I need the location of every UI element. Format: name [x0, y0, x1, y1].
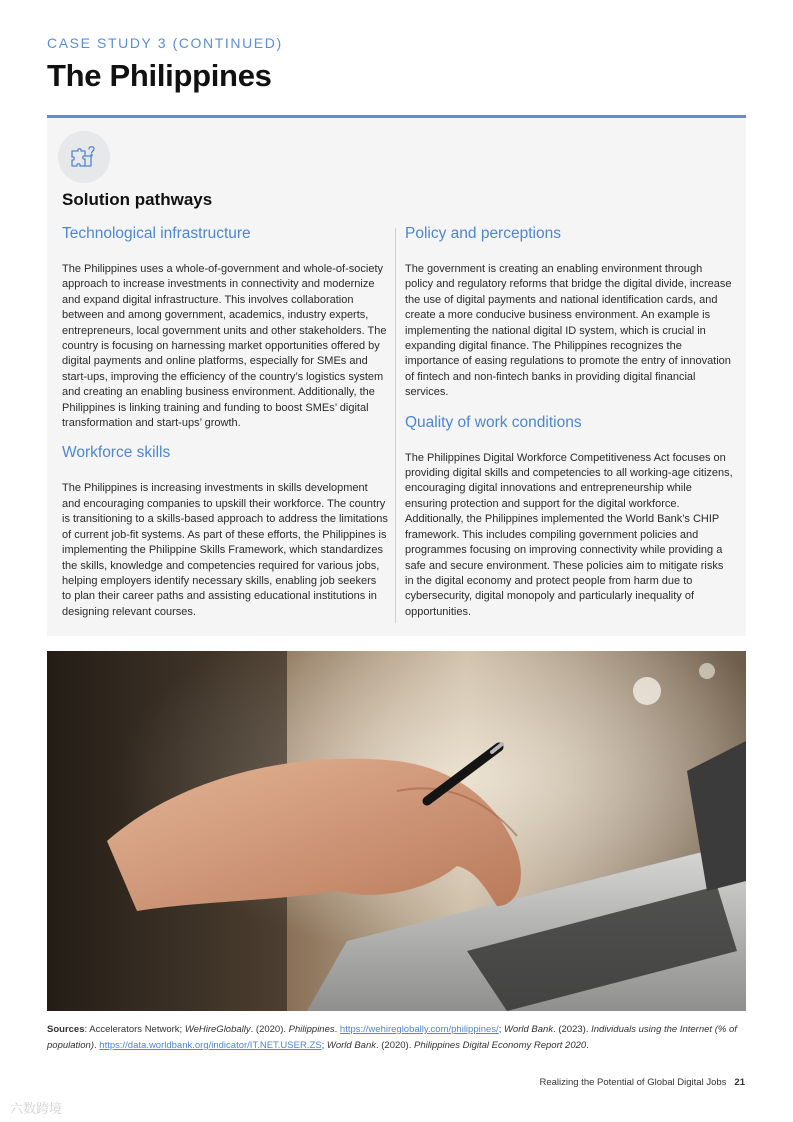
left-column	[62, 222, 388, 630]
solution-panel	[47, 115, 746, 636]
technological-infrastructure-text: The Philippines uses a whole-of-government and whole-of-society approach to increase investments in connectivity and modernize and expand digital infrastructure. This involves collaboration between and among government, academics, industry experts, entrepreneurs, local government units and other stakeholders. The country is focusing on harnessing market opportunities offered by digital payments and online platforms, especially for SMEs and start-ups, improving the efficiency of the country’s logistics system and creating an enabling business environment. Additionally, the Philippines is linking training and funding to boost SMEs’ digital transformation and start-ups’ growth.	[62, 263, 387, 430]
sources-text: World Bank	[503, 1024, 554, 1035]
sources-text: .	[334, 1024, 340, 1035]
sources-text: World Bank	[326, 1040, 376, 1051]
sources-text: ;	[321, 1040, 327, 1051]
workforce-skills-heading: Workforce skills	[62, 444, 171, 462]
puzzle-question-icon	[58, 131, 110, 183]
wehireglobally-link[interactable]: https://wehireglobally.com/philippines/	[339, 1024, 499, 1035]
sources-text: . (2020).	[250, 1024, 289, 1035]
worldbank-link[interactable]: https://data.worldbank.org/indicator/IT.NET.USER.ZS	[99, 1040, 322, 1051]
right-column	[405, 222, 733, 630]
sources-text: Philippines Digital Economy Report 2020	[414, 1040, 587, 1051]
sources-text: WeHireGlobally	[184, 1024, 251, 1035]
sources-text: .	[586, 1040, 589, 1051]
sources-label: Sources	[47, 1024, 85, 1035]
quality-work-heading: Quality of work conditions	[405, 413, 582, 431]
policy-perceptions-heading: Policy and perceptions	[405, 225, 561, 242]
laptop-hand-photo	[47, 651, 746, 1011]
sources-text: : Accelerators Network;	[84, 1024, 185, 1035]
page-footer	[539, 1077, 745, 1088]
sources-note	[47, 1022, 747, 1054]
case-study-eyebrow: CASE STUDY 3 (CONTINUED)	[47, 35, 283, 51]
watermark: 六数跨境	[10, 1101, 63, 1116]
quality-work-text: The Philippines Digital Workforce Competitiveness Act focuses on providing digital skills and competencies to all working-age citizens, encouraging digital innovations and entrepreneurship while ensuring protection and support for the digital workforce. Additionally, the Philippines implemented the World Bank’s CHIP framework. This includes compiling government policies and programmes focusing on improving connectivity while providing a safe and secure environment. These policies aim to mitigate risks in the digital economy and protect people from harm due to cybersecurity, digital monopoly and particularly inequality of opportunities.	[405, 451, 733, 618]
report-title: Realizing the Potential of Global Digital Jobs	[539, 1077, 727, 1088]
page-title: The Philippines	[47, 58, 272, 93]
sources-text: ;	[498, 1024, 504, 1035]
page-number: 21	[734, 1077, 745, 1088]
sources-text: . (2020).	[375, 1040, 415, 1051]
solution-pathways-heading: Solution pathways	[62, 190, 213, 209]
technological-infrastructure-heading: Technological infrastructure	[62, 225, 251, 242]
sources-text: Philippines	[288, 1024, 335, 1035]
workforce-skills-text: The Philippines is increasing investments in skills development and encouraging companies to upskill their workforce. The country is transitioning to a skills-based approach to address the limitations of current job-fit systems. As part of these efforts, the Philippines is implementing the Philippine Skills Framework, which standardizes the skills, knowledge and competencies required for various jobs, helping employers identify necessary skills, enabling job seekers to plan their career paths and assisting educational institutions in designing relevant courses.	[62, 482, 388, 618]
sources-text: Individuals using the Internet (% of population)	[47, 1024, 737, 1051]
sources-text: . (2023).	[553, 1024, 592, 1035]
sources-text: .	[94, 1040, 100, 1051]
column-divider	[395, 228, 396, 623]
policy-perceptions-text: The government is creating an enabling environment through policy and regulatory reforms that bridge the digital divide, increase the use of digital payments and national identification cards, and create a more conducive business environment. An example is implementing the national digital ID system, which is crucial in expanding digital finance. The Philippines recognizes the importance of easing regulations to promote the entry of innovation of fintech and non-fintech banks in providing digital financial services.	[405, 263, 732, 399]
